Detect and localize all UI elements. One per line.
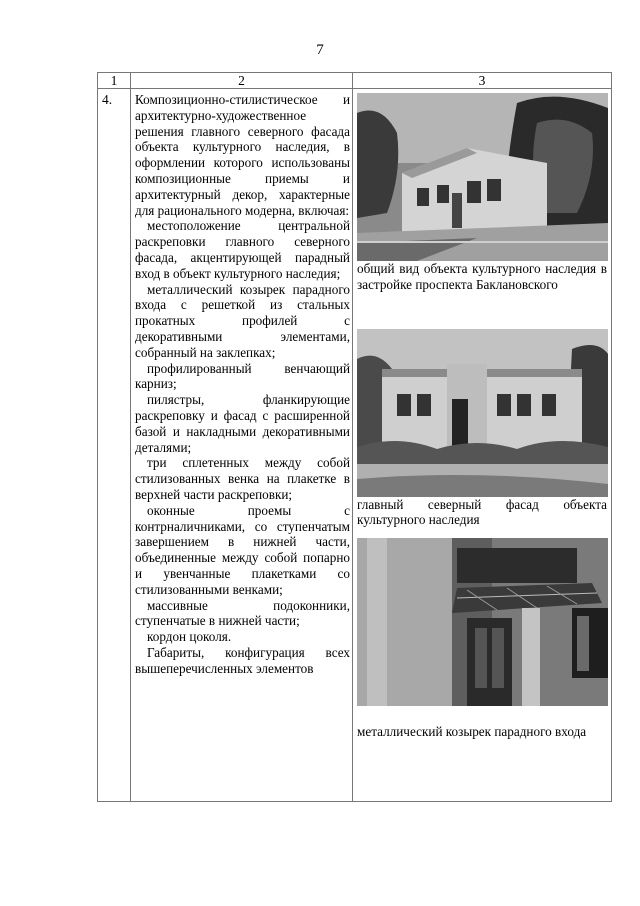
page-number: 7 xyxy=(316,42,324,58)
header-col-3: 3 xyxy=(353,73,612,89)
photo-entrance-canopy xyxy=(357,538,608,706)
description-paragraph: Композиционно-стилистическое и архитектурно-художественное решения главного северного фасада объекта культурного наследия, в оформлении которого использованы композиционные приемы и архитектурный декор, характерные для рационального модерна, включая: xyxy=(135,92,350,218)
description-paragraph: профилированный венчающий карниз; xyxy=(135,360,350,392)
header-col-1: 1 xyxy=(98,73,131,89)
description-paragraph: местоположение центральной раскреповки главного северного фасада, акцентирующей парадный вход в объект культурного наследия; xyxy=(135,218,350,281)
header-col-2: 2 xyxy=(131,73,353,89)
row-number: 4. xyxy=(98,89,131,802)
photo-caption: общий вид объекта культурного наследия в застройке проспекта Баклановского xyxy=(357,261,607,292)
table-header-row xyxy=(98,73,612,89)
photo-north-facade xyxy=(357,329,608,497)
table-row xyxy=(98,89,612,802)
photo-general-view xyxy=(357,93,608,261)
heritage-table xyxy=(97,72,612,802)
description-paragraph: три сплетенных между собой стилизованных венка на плакетке в верхней части раскреповки; xyxy=(135,455,350,502)
description-cell xyxy=(131,89,353,802)
photo-caption: главный северный фасад объекта культурного наследия xyxy=(357,496,607,528)
description-paragraph: массивные подоконники, ступенчатые в нижней части; xyxy=(135,597,350,629)
description-paragraph: пилястры, фланкирующие раскреповку и фасад с расширенной базой и накладными декоративными деталями; xyxy=(135,392,350,455)
description-paragraph: кордон цоколя. xyxy=(147,629,232,645)
photo-cell xyxy=(353,89,612,802)
description-paragraph: металлический козырек парадного входа с решеткой из стальных прокатных профилей с декоративными элементами, собранный на заклепках; xyxy=(135,281,350,360)
description-paragraph: оконные проемы с контрналичниками, со ступенчатым завершением в нижней части, объединенные между собой попарно и увенчанные плакетками со стилизованными венками; xyxy=(135,502,350,597)
photo-caption: металлический козырек парадного входа xyxy=(357,724,587,740)
description-paragraph: Габариты, конфигурация всех вышеперечисленных элементов xyxy=(135,644,350,676)
